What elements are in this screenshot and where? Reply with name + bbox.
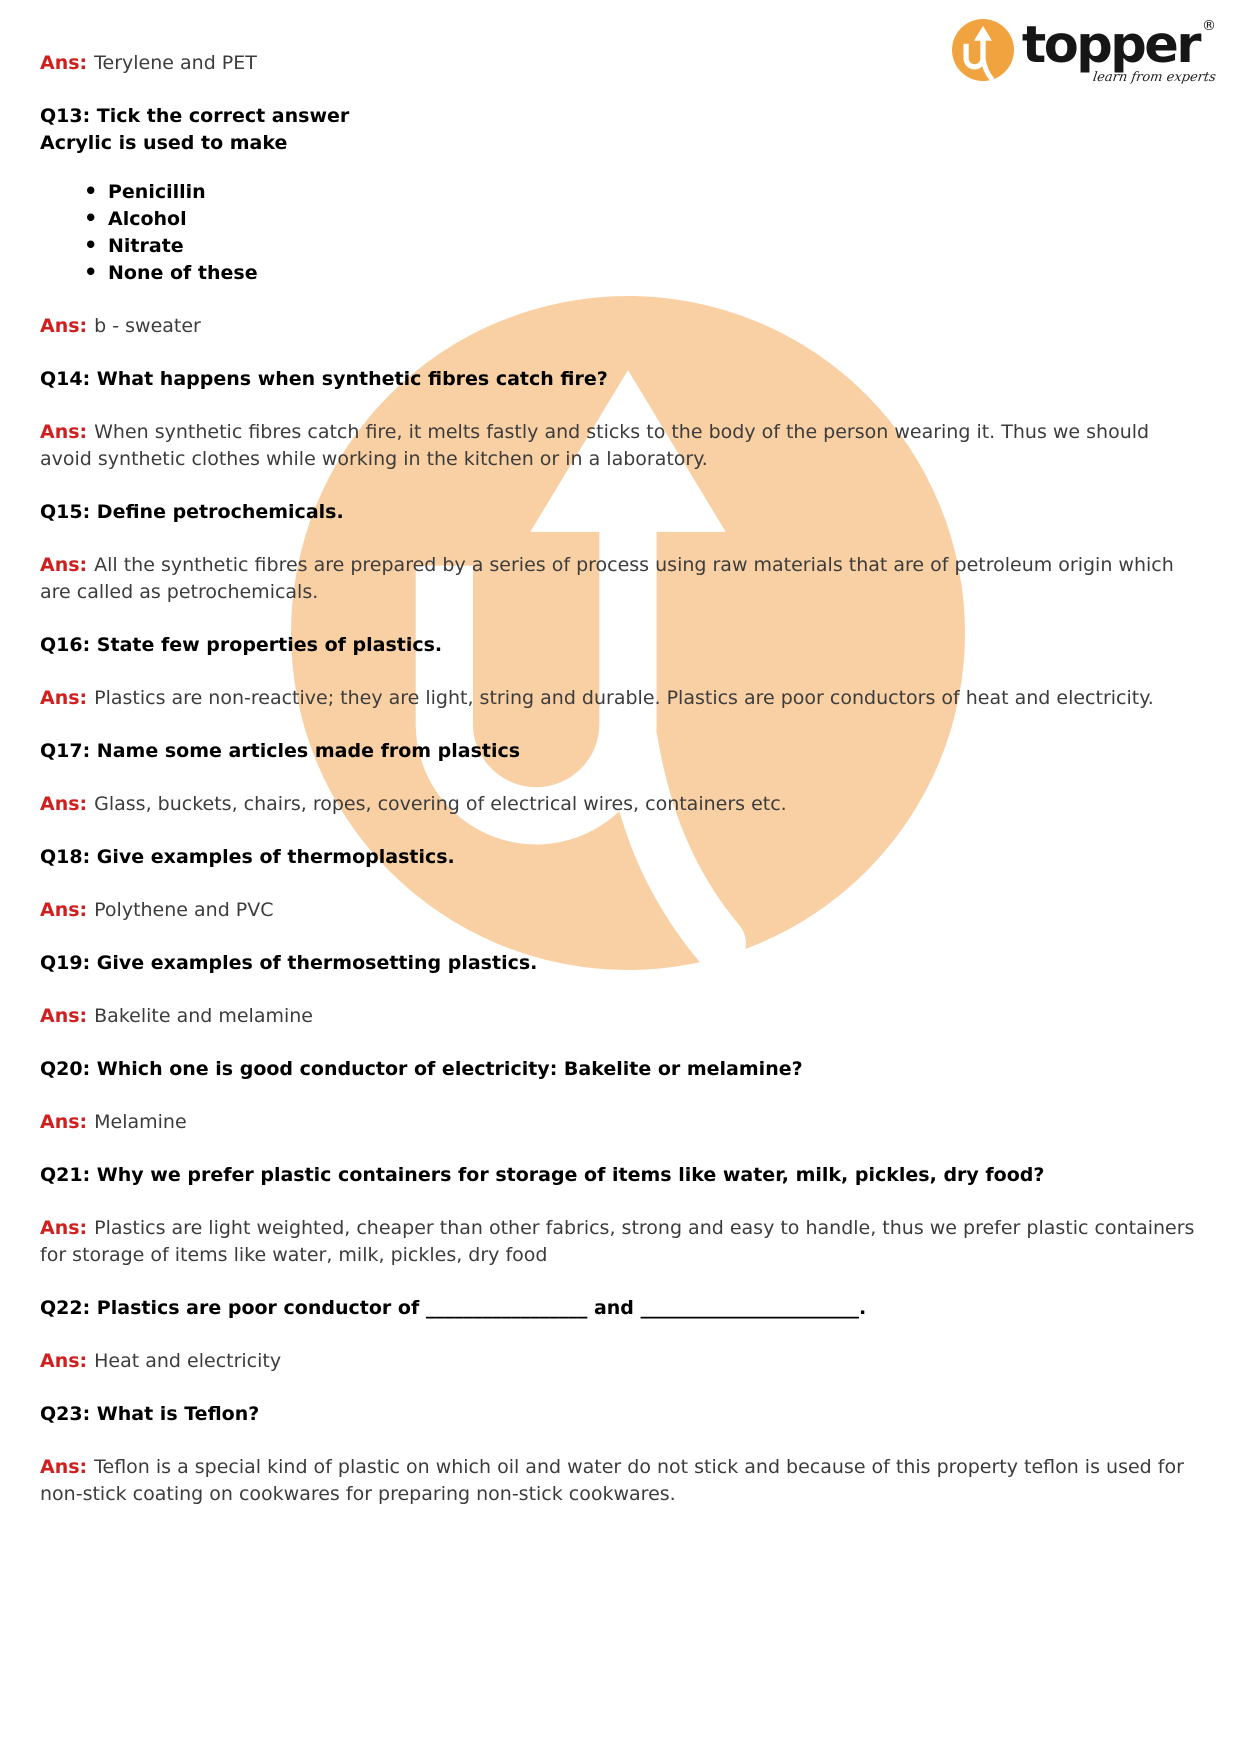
answer-label: Ans: (40, 899, 88, 921)
answer-label: Ans: (40, 1005, 88, 1027)
question-block (40, 103, 1200, 157)
answer-text: Glass, buckets, chairs, ropes, covering of electrical wires, containers etc. (94, 793, 787, 815)
answer-block (40, 1454, 1200, 1508)
options-list (40, 179, 1200, 287)
option-item: • Penicillin (84, 179, 1200, 206)
answer-text: When synthetic fibres catch fire, it melts fastly and sticks to the body of the person wearing it. Thus we should avoid synthetic clothes while working in the kitchen or in a laboratory. (40, 421, 1150, 470)
question-line: Q13: Tick the correct answer (40, 105, 350, 127)
answer-text: Plastics are light weighted, cheaper than other fabrics, strong and easy to handle, thus we prefer plastic containers for storage of items like water, milk, pickles, dry food (40, 1217, 1195, 1266)
question-block: Q20: Which one is good conductor of electricity: Bakelite or melamine? (40, 1058, 803, 1080)
answer-label: Ans: (40, 554, 88, 576)
registered-mark: ® (1202, 18, 1216, 34)
answer-text: Plastics are non-reactive; they are light, string and durable. Plastics are poor conductors of heat and electricity. (94, 687, 1154, 709)
answer-label: Ans: (40, 1217, 88, 1239)
answer-block (40, 1215, 1200, 1269)
question-line: Acrylic is used to make (40, 132, 288, 154)
question-block: Q16: State few properties of plastics. (40, 634, 443, 656)
answer-label: Ans: (40, 687, 88, 709)
logo-text (1022, 16, 1216, 85)
document-content (40, 50, 1200, 1534)
answer-label: Ans: (40, 52, 88, 74)
answer-label: Ans: (40, 1350, 88, 1372)
question-block: Q21: Why we prefer plastic containers for storage of items like water, milk, pickles, dry food? (40, 1164, 1045, 1186)
answer-text: Polythene and PVC (94, 899, 274, 921)
question-block: Q15: Define petrochemicals. (40, 501, 344, 523)
question-block: Q14: What happens when synthetic fibres catch fire? (40, 368, 608, 390)
answer-block (40, 791, 1200, 818)
option-item: • Nitrate (84, 233, 1200, 260)
answer-text: Heat and electricity (94, 1350, 282, 1372)
answer-label: Ans: (40, 1456, 88, 1478)
question-block: Q19: Give examples of thermosetting plastics. (40, 952, 538, 974)
answer-label: Ans: (40, 315, 88, 337)
answer-text: All the synthetic fibres are prepared by a series of process using raw materials that are of petroleum origin which are called as petrochemicals. (40, 554, 1174, 603)
answer-text: Melamine (94, 1111, 187, 1133)
answer-block (40, 1348, 1200, 1375)
brand-name: topper (1021, 16, 1199, 75)
answer-text: Teflon is a special kind of plastic on which oil and water do not stick and because of this property teflon is used for non-stick coating on cookwares for preparing non-stick cookwares. (40, 1456, 1184, 1505)
answer-label: Ans: (40, 421, 88, 443)
answer-block (40, 1003, 1200, 1030)
u-arrow-icon (952, 19, 1014, 81)
option-item: • Alcohol (84, 206, 1200, 233)
answer-block (40, 419, 1200, 473)
answer-block (40, 552, 1200, 606)
brand-tagline: learn from experts (1092, 70, 1218, 85)
question-block: Q18: Give examples of thermoplastics. (40, 846, 455, 868)
answer-label: Ans: (40, 1111, 88, 1133)
question-block: Q22: Plastics are poor conductor of _________________ and _______________________. (40, 1297, 867, 1319)
answer-text: b - sweater (94, 315, 201, 337)
answer-text: Terylene and PET (94, 52, 257, 74)
answer-block (40, 313, 1200, 340)
option-item: • None of these (84, 260, 1200, 287)
answer-block (40, 897, 1200, 924)
answer-label: Ans: (40, 793, 88, 815)
answer-block (40, 1109, 1200, 1136)
question-block: Q17: Name some articles made from plastics (40, 740, 521, 762)
answer-text: Bakelite and melamine (94, 1005, 313, 1027)
question-block: Q23: What is Teflon? (40, 1403, 260, 1425)
answer-block (40, 685, 1200, 712)
topper-logo (952, 16, 1216, 85)
